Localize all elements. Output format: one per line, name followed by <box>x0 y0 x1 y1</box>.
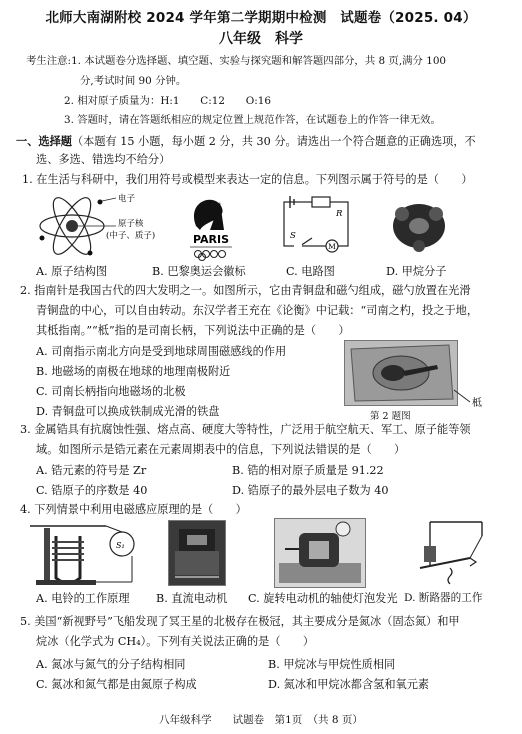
page-footer: 八年级科学 试题卷 第1页 （共 8 页） <box>159 714 363 726</box>
paris-olympics-logo <box>176 190 246 262</box>
section-desc-2: 选、多选、错选均不给分） <box>36 153 171 166</box>
q5-line-1: 5. 美国“新视野号”飞船发现了冥王星的北极存在极冠，其主要成分是氮冰（固态氮）和甲 <box>20 615 460 628</box>
circuit-breaker-figure <box>410 516 500 588</box>
notice-line-3: 3. 答题时，请在答题纸相应的规定位置上规范作答，在试题卷上的作答一律无效。 <box>64 114 441 126</box>
q2-option-a: A. 司南指示南北方向是受到地球周围磁感线的作用 <box>36 345 287 358</box>
q3-line-2: 域。如图所示是锆元素在元素周期表中的信息，下列说法错误的是（ ） <box>36 443 406 456</box>
atom-label-electron: 电子 <box>118 194 136 204</box>
electric-bell-figure <box>26 518 146 590</box>
paris-logo-text: PARIS <box>192 233 230 246</box>
atom-model-figure <box>34 190 156 260</box>
q5-option-c: C. 氮冰和氮气都是由氮原子构成 <box>36 678 197 691</box>
q1-option-b: B. 巴黎奥运会徽标 <box>152 265 246 278</box>
q2-option-b: B. 地磁场的南极在地球的地理南极附近 <box>36 365 231 378</box>
methane-molecule-figure <box>384 194 454 254</box>
compass-sinan-photo <box>344 340 458 406</box>
notice-line-1b: 分,考试时间 90 分钟。 <box>80 75 187 87</box>
handle-pointer-line <box>454 388 494 412</box>
bell-label-s1: S₁ <box>116 541 125 550</box>
circuit-diagram <box>276 192 356 254</box>
q2-figure-label: 柢 <box>472 398 482 409</box>
circuit-label-s: S <box>290 231 296 241</box>
q2-line-2: 青铜盘的中心，可以自由转动。东汉学者王充在《论衡》中记载：“司南之杓，投之于地， <box>36 304 479 317</box>
section-desc: （本题有 15 小题，每小题 2 分，共 30 分。请选出一个符合题意的正确选项，不 <box>71 135 476 148</box>
q1-option-d: D. 甲烷分子 <box>386 265 447 278</box>
notice-line-1: 考生注意:1. 本试题卷分选择题、填空题、实验与探究题和解答题四部分，共 8 页,满分 100 <box>26 55 447 67</box>
atom-label-nucleus: 原子核 <box>118 219 144 229</box>
q4-option-d: D. 断路器的工作 <box>404 592 483 604</box>
q2-line-1: 2. 指南针是我国古代的四大发明之一。如图所示，它由青铜盘和磁勺组成，磁勺放置在光滑 <box>20 284 471 297</box>
q5-option-b: B. 甲烷冰与甲烷性质相同 <box>268 658 396 671</box>
q5-option-d: D. 氮冰和甲烷冰都含氢和氧元素 <box>268 678 430 691</box>
q1-option-a: A. 原子结构图 <box>36 265 108 278</box>
circuit-label-r: R <box>336 209 343 219</box>
section-title: 一、选择题 <box>16 135 72 148</box>
q2-option-d: D. 青铜盘可以换成铁制成光滑的铁盘 <box>36 405 220 418</box>
section-heading <box>16 134 476 149</box>
q5-option-a: A. 氮冰与氮气的分子结构相同 <box>36 658 186 671</box>
q3-option-d: D. 锆原子的最外层电子数为 40 <box>232 484 389 497</box>
q3-option-b: B. 锆的相对原子质量是 91.22 <box>232 464 384 477</box>
exam-subtitle: 八年级 科学 <box>219 31 303 47</box>
q2-line-3: 其柢指南。”“柢”指的是司南长柄，下列说法中正确的是（ ） <box>36 324 350 337</box>
q3-line-1: 3. 金属锆具有抗腐蚀性强、熔点高、硬度大等特性，广泛用于航空航天、军工、原子能等领 <box>20 423 471 436</box>
q3-option-c: C. 锆原子的序数是 40 <box>36 484 148 497</box>
q1-stem: 1. 在生活与科研中，我们用符号或模型来表达一定的信息。下列图示属于符号的是（ ） <box>22 173 473 186</box>
q5-line-2: 烷冰（化学式为 CH₄）。下列有关说法正确的是（ ） <box>36 635 315 648</box>
generator-bulb-photo <box>274 518 366 588</box>
q4-stem: 4. 下列情景中利用电磁感应原理的是（ ） <box>20 503 247 516</box>
q1-option-c: C. 电路图 <box>286 265 335 278</box>
notice-line-2: 2. 相对原子质量为：H:1 C:12 O:16 <box>64 95 271 107</box>
q3-option-a: A. 锆元素的符号是 Zr <box>36 464 147 477</box>
circuit-label-m: M <box>328 242 336 251</box>
exam-title: 北师大南湖附校 2024 学年第二学期期中检测 试题卷（2025. 04） <box>45 10 477 26</box>
q4-option-b: B. 直流电动机 <box>156 592 228 605</box>
q4-option-a: A. 电铃的工作原理 <box>36 592 130 605</box>
atom-label-nucleus-sub: (中子、质子) <box>106 231 156 241</box>
q2-figure-caption: 第 2 题图 <box>370 411 411 422</box>
q4-option-c: C. 旋转电动机的轴使灯泡发光 <box>248 592 398 605</box>
q2-option-c: C. 司南长柄指向地磁场的北极 <box>36 385 186 398</box>
dc-motor-photo <box>168 520 226 586</box>
